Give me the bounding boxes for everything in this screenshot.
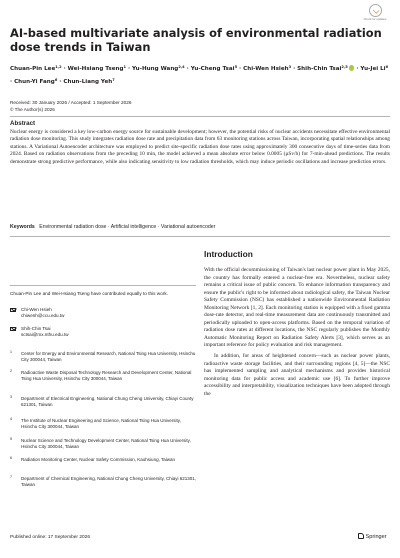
affiliation: 6 Radiation Monitoring Center, Nuclear Safety Commission, Kaohsiung, Taiwan — [10, 456, 175, 462]
author[interactable]: Wei-Hsiang Tseng$^1$ — [67, 65, 126, 73]
envelope-icon — [10, 327, 16, 331]
publisher-name: Springer — [365, 534, 387, 540]
author[interactable]: Yu-Jei Li$^6$ — [360, 65, 389, 73]
check-for-updates-label: Check for updates — [363, 17, 387, 21]
footnote-divider — [10, 285, 196, 286]
abstract-text: Nuclear energy is considered a key low-carbon energy source for sustainable development; however, the potential risks of nuclear accidents necessitate effective environmental radiation dose monitoring. This study integrates radiation dose rate and precipitation data from 63 monitoring stations across Taiwan, incorporating spatial relationships among stations. A Variational Autoencoder architecture was employed to predict site-specific radiation dose rates using approximately 300 consecutive days of time-series data from 2024. Based on radiation observations from the preceding 10 min, the model achieved a mean absolute error below 0.0005 (μSv/h) for 7-min-ahead predictions. The results demonstrate strong predictive performance, while also indicating sensitivity to low radiation thresholds, which may induce periodic oscillations and increase prediction errors. — [10, 129, 390, 165]
envelope-icon — [10, 308, 16, 312]
orcid-icon[interactable] — [349, 65, 355, 71]
introduction-body — [204, 267, 390, 398]
divider — [10, 116, 390, 117]
paper-title: AI-based multivariate analysis of environmental radiation dose trends in Taiwan — [10, 26, 382, 54]
author[interactable]: Chi-Wen Hsieh$^3$ — [243, 65, 292, 73]
author[interactable]: Chun-Liang Yeh$^7$ — [63, 78, 115, 86]
keywords-line — [10, 224, 215, 230]
introduction-paragraph: With the official decommissioning of Taiwan's last nuclear power plant in May 2025, the country has formally entered a nuclear-free era. Nevertheless, nuclear safety remains a critical issue of public concern. To enhance information transparency and ensure the public's right to be informed about radiological safety, the Taiwan Nuclear Safety Commission (NSC) has established a nationwide Environmental Radiation Monitoring Network [1, 2]. Each monitoring station is equipped with a fixed gamma dose-rate detector, and real-time measurement data are continuously transmitted and periodically uploaded to open-access platforms. Based on the temporal variation of radiation dose rates at different locations, the NSC regularly publishes the Monthly Automatic Monitoring Report on Radiation Safety Alerts [3], which serves as an important reference for policy evaluation and risk management. — [204, 267, 390, 349]
affiliation: 2 Radioactive Waste Disposal Technology Research and Development Center, National Tsing Hua University, Hsinchu City 300044, Taiwan — [10, 369, 192, 381]
publisher-logo — [358, 533, 387, 540]
divider — [10, 236, 390, 237]
corresponding-author — [10, 307, 196, 319]
contribution-note: Chuan-Pin Lee and Wei-Hsiang Tseng have contributed equally to this work. — [10, 291, 168, 296]
affiliation: 5 Nuclear Science and Technology Development Center, National Tsing Hua University, Hsinchu City 300044, Taiwan — [10, 437, 191, 449]
corresponding-author-email[interactable]: chiwenh@ccu.edu.tw — [21, 313, 65, 318]
corresponding-author — [10, 326, 196, 338]
affiliation: 7 Department of Chemical Engineering, National Chung Cheng University, Chiayi 621301, Taiwan — [10, 475, 197, 487]
corresponding-author-name: Shih-Chin Tsai — [21, 326, 51, 331]
check-for-updates-badge[interactable] — [363, 4, 387, 21]
abstract-heading: Abstract — [10, 120, 36, 127]
author[interactable]: Shih-Chin Tsai$^{2,5}$ — [297, 65, 348, 73]
author[interactable]: Yu-Cheng Tsai$^5$ — [190, 65, 238, 73]
corresponding-author-name: Chi-Wen Hsieh — [21, 307, 52, 312]
affiliation: 1 Center for Energy and Environmental Research, National Tsing Hua University, Hsinchu City 300044, Taiwan — [10, 350, 196, 362]
copyright-line: © The Author(s) 2026 — [10, 107, 55, 112]
introduction-paragraph: In addition, for areas of heightened concern—such as nuclear power plants, radioactive waste storage facilities, and their surrounding regions [4, 5]—the NSC has implemented sampling and analytical mechanisms and provides historical monitoring data for public access and academic use [6]. To further improve accessibility and interpretability, visualization techniques have been adopted through the — [204, 353, 390, 397]
springer-horse-icon — [358, 533, 364, 539]
affiliation: 4 The Institute of Nuclear Engineering and Science, National Tsing Hua University, Hsinchu City 300044, Taiwan — [10, 417, 181, 429]
received-accepted-dates: Received: 30 January 2026 / Accepted: 1 September 2026 — [10, 100, 132, 105]
author[interactable]: Chun-Yi Fang$^6$ — [14, 78, 58, 86]
corresponding-author-email[interactable]: sctsai@mx.nthu.edu.tw — [21, 332, 69, 337]
check-for-updates-icon — [369, 4, 382, 17]
author[interactable]: Yu-Hung Wang$^{2,4}$ — [132, 65, 185, 73]
author-list: Chuan-Pin Lee$^{1,2}$ · Wei-Hsiang Tseng$^1$ · Yu-Hung Wang$^{2,4}$ · Yu-Cheng Tsai$^5$ · Chi-Wen Hsieh$^3$ · Shih-Chin Tsai$^{2,5}$ · Yu-Jei $Li^6$ · Chun-Yi Fang$^6$ · Chun-Liang Yeh$^7$ — [10, 65, 389, 86]
author[interactable]: Chuan-Pin Lee$^{1,2}$ — [10, 65, 62, 73]
affiliation: 3 Department of Electrical Engineering, National Chung Cheng University, Chiayi County 621301, Taiwan — [10, 395, 194, 407]
keywords-label: Keywords — [10, 224, 35, 230]
introduction-heading: Introduction — [204, 249, 253, 259]
published-online-date: Published online: 17 September 2026 — [10, 535, 91, 540]
keywords-list: Environmental radiation dose · Artificial intelligence · Variational autoencoder — [39, 224, 216, 230]
